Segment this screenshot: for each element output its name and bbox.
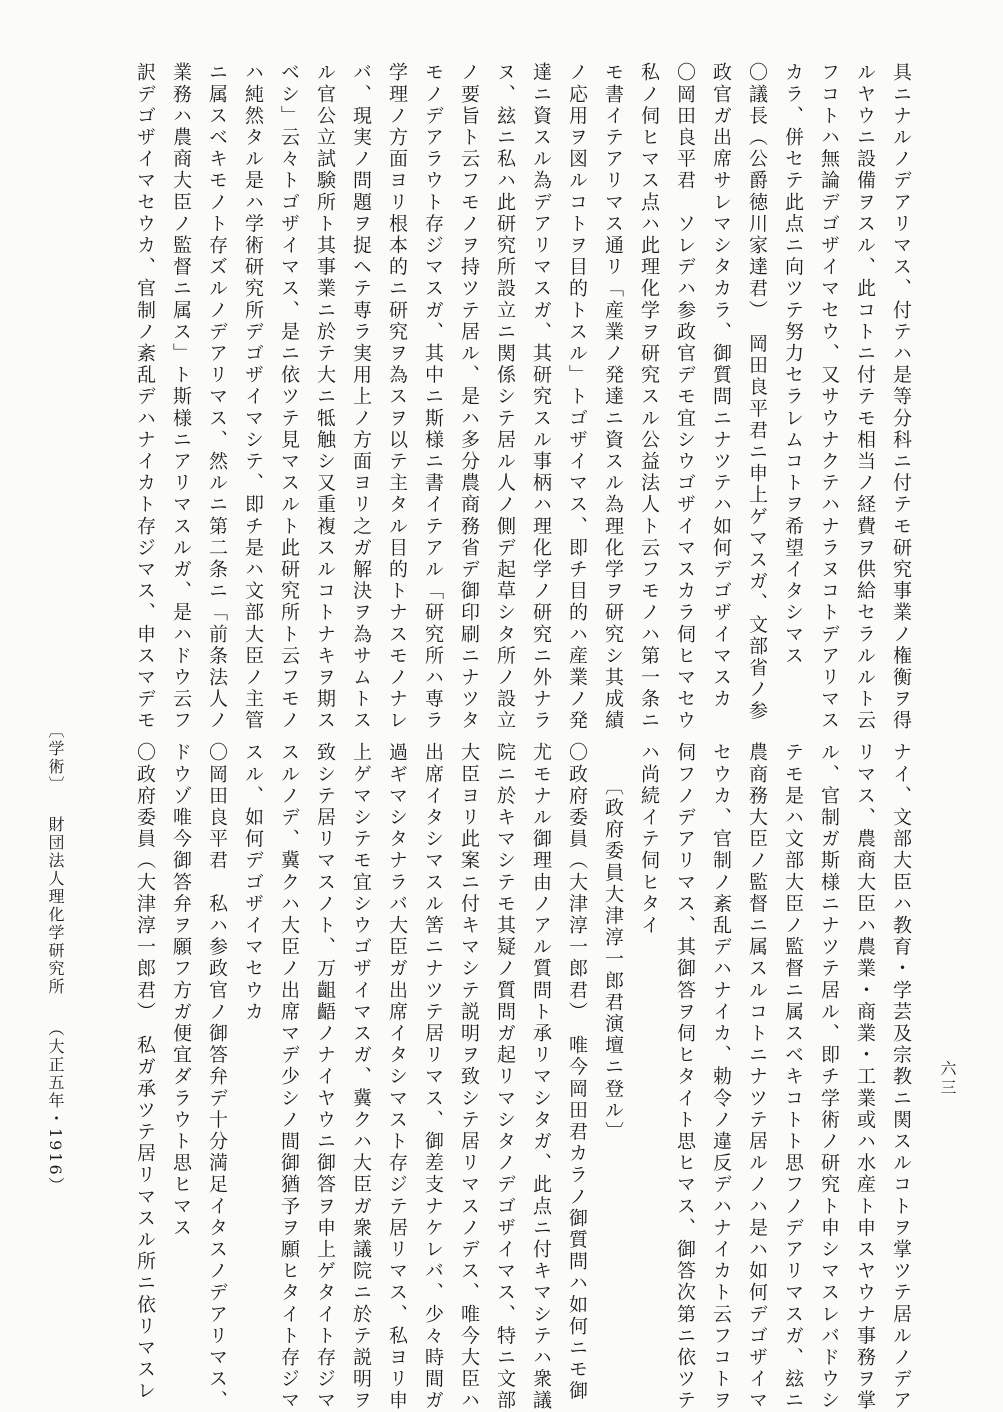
running-head-gap [44, 794, 67, 816]
running-head-year: （大正五年・1916） [46, 1020, 65, 1195]
running-head-gap [44, 996, 67, 1020]
body-text-upper-section: 具ニナルノデアリマス、付テハ是等分科ニ付テモ研究事業ノ権衡ヲ得 ルヤウニ設備ヲスル、此コトニ付テモ相当ノ経費ヲ供給セラルルト云 フコトハ無論デゴザイマセウ、又サウナクテハナラヌコトデアリマス カラ、併セテ此点ニ向ツテ努力セラレムコトヲ希望イタシマス 〇議長（公爵徳川家達君） 岡田良平君ニ申上ゲマスガ、文部省ノ参 政官ガ出席サレマシタカラ、御質問ニナツテハ如何デゴザイマスカ 〇岡田良平君 ソレデハ参政官デモ宜シウゴザイマスカラ伺ヒマセウ 私ノ伺ヒマス点ハ此理化学ヲ研究スル公益法人ト云フモノハ第一条ニ モ書イテアリマス通リ「産業ノ発達ニ資スル為理化学ヲ研究シ其成績 ノ応用ヲ図ルコトヲ目的トスル」トゴザイマス、即チ目的ハ産業ノ発 達ニ資スル為デアリマスガ、其研究スル事柄ハ理化学ノ研究ニ外ナラ ヌ、玆ニ私ハ此研究所設立ニ関係シテ居ル人ノ側デ起草シタ所ノ設立 ノ要旨ト云フモノヲ持ツテ居ル、是ハ多分農商務省デ御印刷ニナツタ モノデアラウト存ジマスガ、其中ニ斯様ニ書イテアル「研究所ハ専ラ 学理ノ方面ヨリ根本的ニ研究ヲ為スヲ以テ主タル目的トナスモノナレ バ、現実ノ問題ヲ捉ヘテ専ラ実用上ノ方面ヨリ之ガ解決ヲ為サムトス ル官公立試験所ト其事業ニ於テ大ニ牴触シ又重複スルコトナキヲ期ス ベシ」云々トゴザイマス、是ニ依ツテ見マスルト此研究所ト云フモノ ハ純然タル是ハ学術研究所デゴザイマシテ、即チ是ハ文部大臣ノ主管 ニ属スベキモノト存ズルノデアリマス、然ルニ第二条ニ「前条法人ノ 業務ハ農商大臣ノ監督ニ属ス」ト斯様ニアリマスルガ、是ハドウ云フ 訳デゴザイマセウカ、官制ノ紊乱デハナイカト存ジマス、申スマデモ [134, 62, 912, 732]
body-text-lower-section: ナイ、文部大臣ハ教育・学芸及宗教ニ関スルコトヲ掌ツテ居ルノデア リマス、農商大臣ハ農業・商業・工業或ハ水産ト申スヤウナ事務ヲ掌 ル、官制ガ斯様ニナツテ居ル、即チ学術ノ研究ト申シマスレバドウシ テモ是ハ文部大臣ノ監督ニ属スベキコトト思フノデアリマスガ、玆ニ 農商務大臣ノ監督ニ属スルコトニナツテ居ルノハ是ハ如何デゴザイマ セウカ、官制ノ紊乱デハナイカ、勅令ノ違反デハナイカト云フコトヲ 伺フノデアリマス、其御答ヲ伺ヒタイト思ヒマス、御答次第ニ依ツテ ハ尚続イテ伺ヒタイ 〔政府委員大津淳一郎君演壇ニ登ル〕 〇政府委員（大津淳一郎君） 唯今岡田君カラノ御質問ハ如何ニモ御 尤モナル御理由ノアル質問ト承リマシタガ、此点ニ付キマシテハ衆議 院ニ於キマシテモ其疑ノ質問ガ起リマシタノデゴザイマス、特ニ文部 大臣ヨリ此案ニ付キマシテ説明ヲ致シテ居リマスノデス、唯今大臣ハ 出席イタシマスル筈ニナツテ居リマス、御差支ナケレバ、少々時間ガ 過ギマシタナラバ大臣ガ出席イタシマスト存ジテ居リマス、私ヨリ申 上ゲマシテモ宜シウゴザイマスガ、冀クハ大臣ガ衆議院ニ於テ説明ヲ 致シテ居リマスノト、万齟齬ノナイヤウニ御答ヲ申上ゲタイト存ジマ スルノデ、冀クハ大臣ノ出席マデ少シノ間御猶予ヲ願ヒタイト存ジマ スル、如何デゴザイマセウカ 〇岡田良平君 私ハ参政官ノ御答弁デ十分満足イタスノデアリマス、 ドウゾ唯今御答弁ヲ願フ方ガ便宜ダラウト思ヒマス 〇政府委員（大津淳一郎君） 私ガ承ツテ居リマスル所ニ依リマスレ [134, 742, 912, 1412]
page-number: 六三 [938, 1060, 957, 1098]
running-head [44, 722, 67, 1195]
running-head-organization: 財団法人理化学研究所 [46, 816, 65, 996]
running-head-section: 〔学術〕 [46, 722, 65, 794]
